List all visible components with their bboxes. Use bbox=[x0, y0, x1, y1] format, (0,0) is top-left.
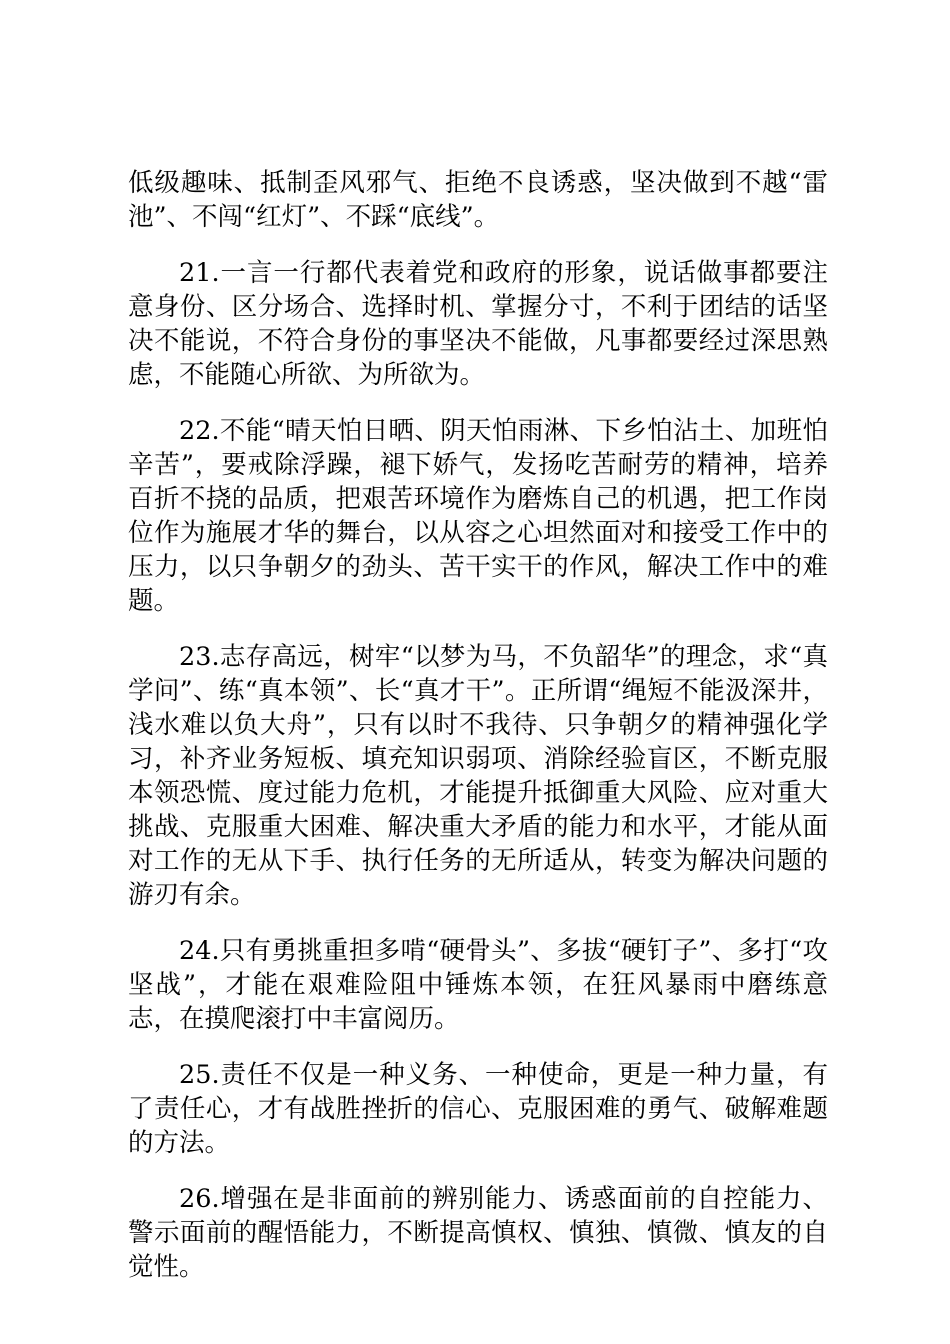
paragraph-24: 24.只有勇挑重担多啃“硬骨头”、多拔“硬钉子”、多打“攻坚战”，才能在艰难险阻中锤炼本领，在狂风暴雨中磨练意志，在摸爬滚打中丰富阅历。 bbox=[128, 936, 828, 1034]
paragraph-continuation: 低级趣味、抵制歪风邪气、拒绝不良诱惑，坚决做到不越“雷池”、不闯“红灯”、不踩“底线”。 bbox=[128, 168, 828, 232]
paragraph-22: 22.不能“晴天怕日晒、阴天怕雨淋、下乡怕沾土、加班怕辛苦”，要戒除浮躁，褪下娇气，发扬吃苦耐劳的精神，培养百折不挠的品质，把艰苦环境作为磨炼自己的机遇，把工作岗位作为施展才华的舞台，以从容之心坦然面对和接受工作中的压力，以只争朝夕的劲头、苦干实干的作风，解决工作中的难题。 bbox=[128, 416, 828, 616]
paragraph-23: 23.志存高远，树牢“以梦为马，不负韶华”的理念，求“真学问”、练“真本领”、长“真才干”。正所谓“绳短不能汲深井，浅水难以负大舟”，只有以时不我待、只争朝夕的精神强化学习，补齐业务短板、填充知识弱项、消除经验盲区，不断克服本领恐慌、度过能力危机，才能提升抵御重大风险、应对重大挑战、克服重大困难、解决重大矛盾的能力和水平，才能从面对工作的无从下手、执行任务的无所适从，转变为解决问题的游刃有余。 bbox=[128, 642, 828, 910]
document-body bbox=[128, 166, 828, 1306]
paragraph-25: 25.责任不仅是一种义务、一种使命，更是一种力量，有了责任心，才有战胜挫折的信心、克服困难的勇气、破解难题的方法。 bbox=[128, 1060, 828, 1158]
paragraph-26: 26.增强在是非面前的辨别能力、诱惑面前的自控能力、警示面前的醒悟能力，不断提高慎权、慎独、慎微、慎友的自觉性。 bbox=[128, 1184, 828, 1282]
paragraph-21: 21.一言一行都代表着党和政府的形象，说话做事都要注意身份、区分场合、选择时机、掌握分寸，不利于团结的话坚决不能说，不符合身份的事坚决不能做，凡事都要经过深思熟虑，不能随心所欲、为所欲为。 bbox=[128, 258, 828, 390]
